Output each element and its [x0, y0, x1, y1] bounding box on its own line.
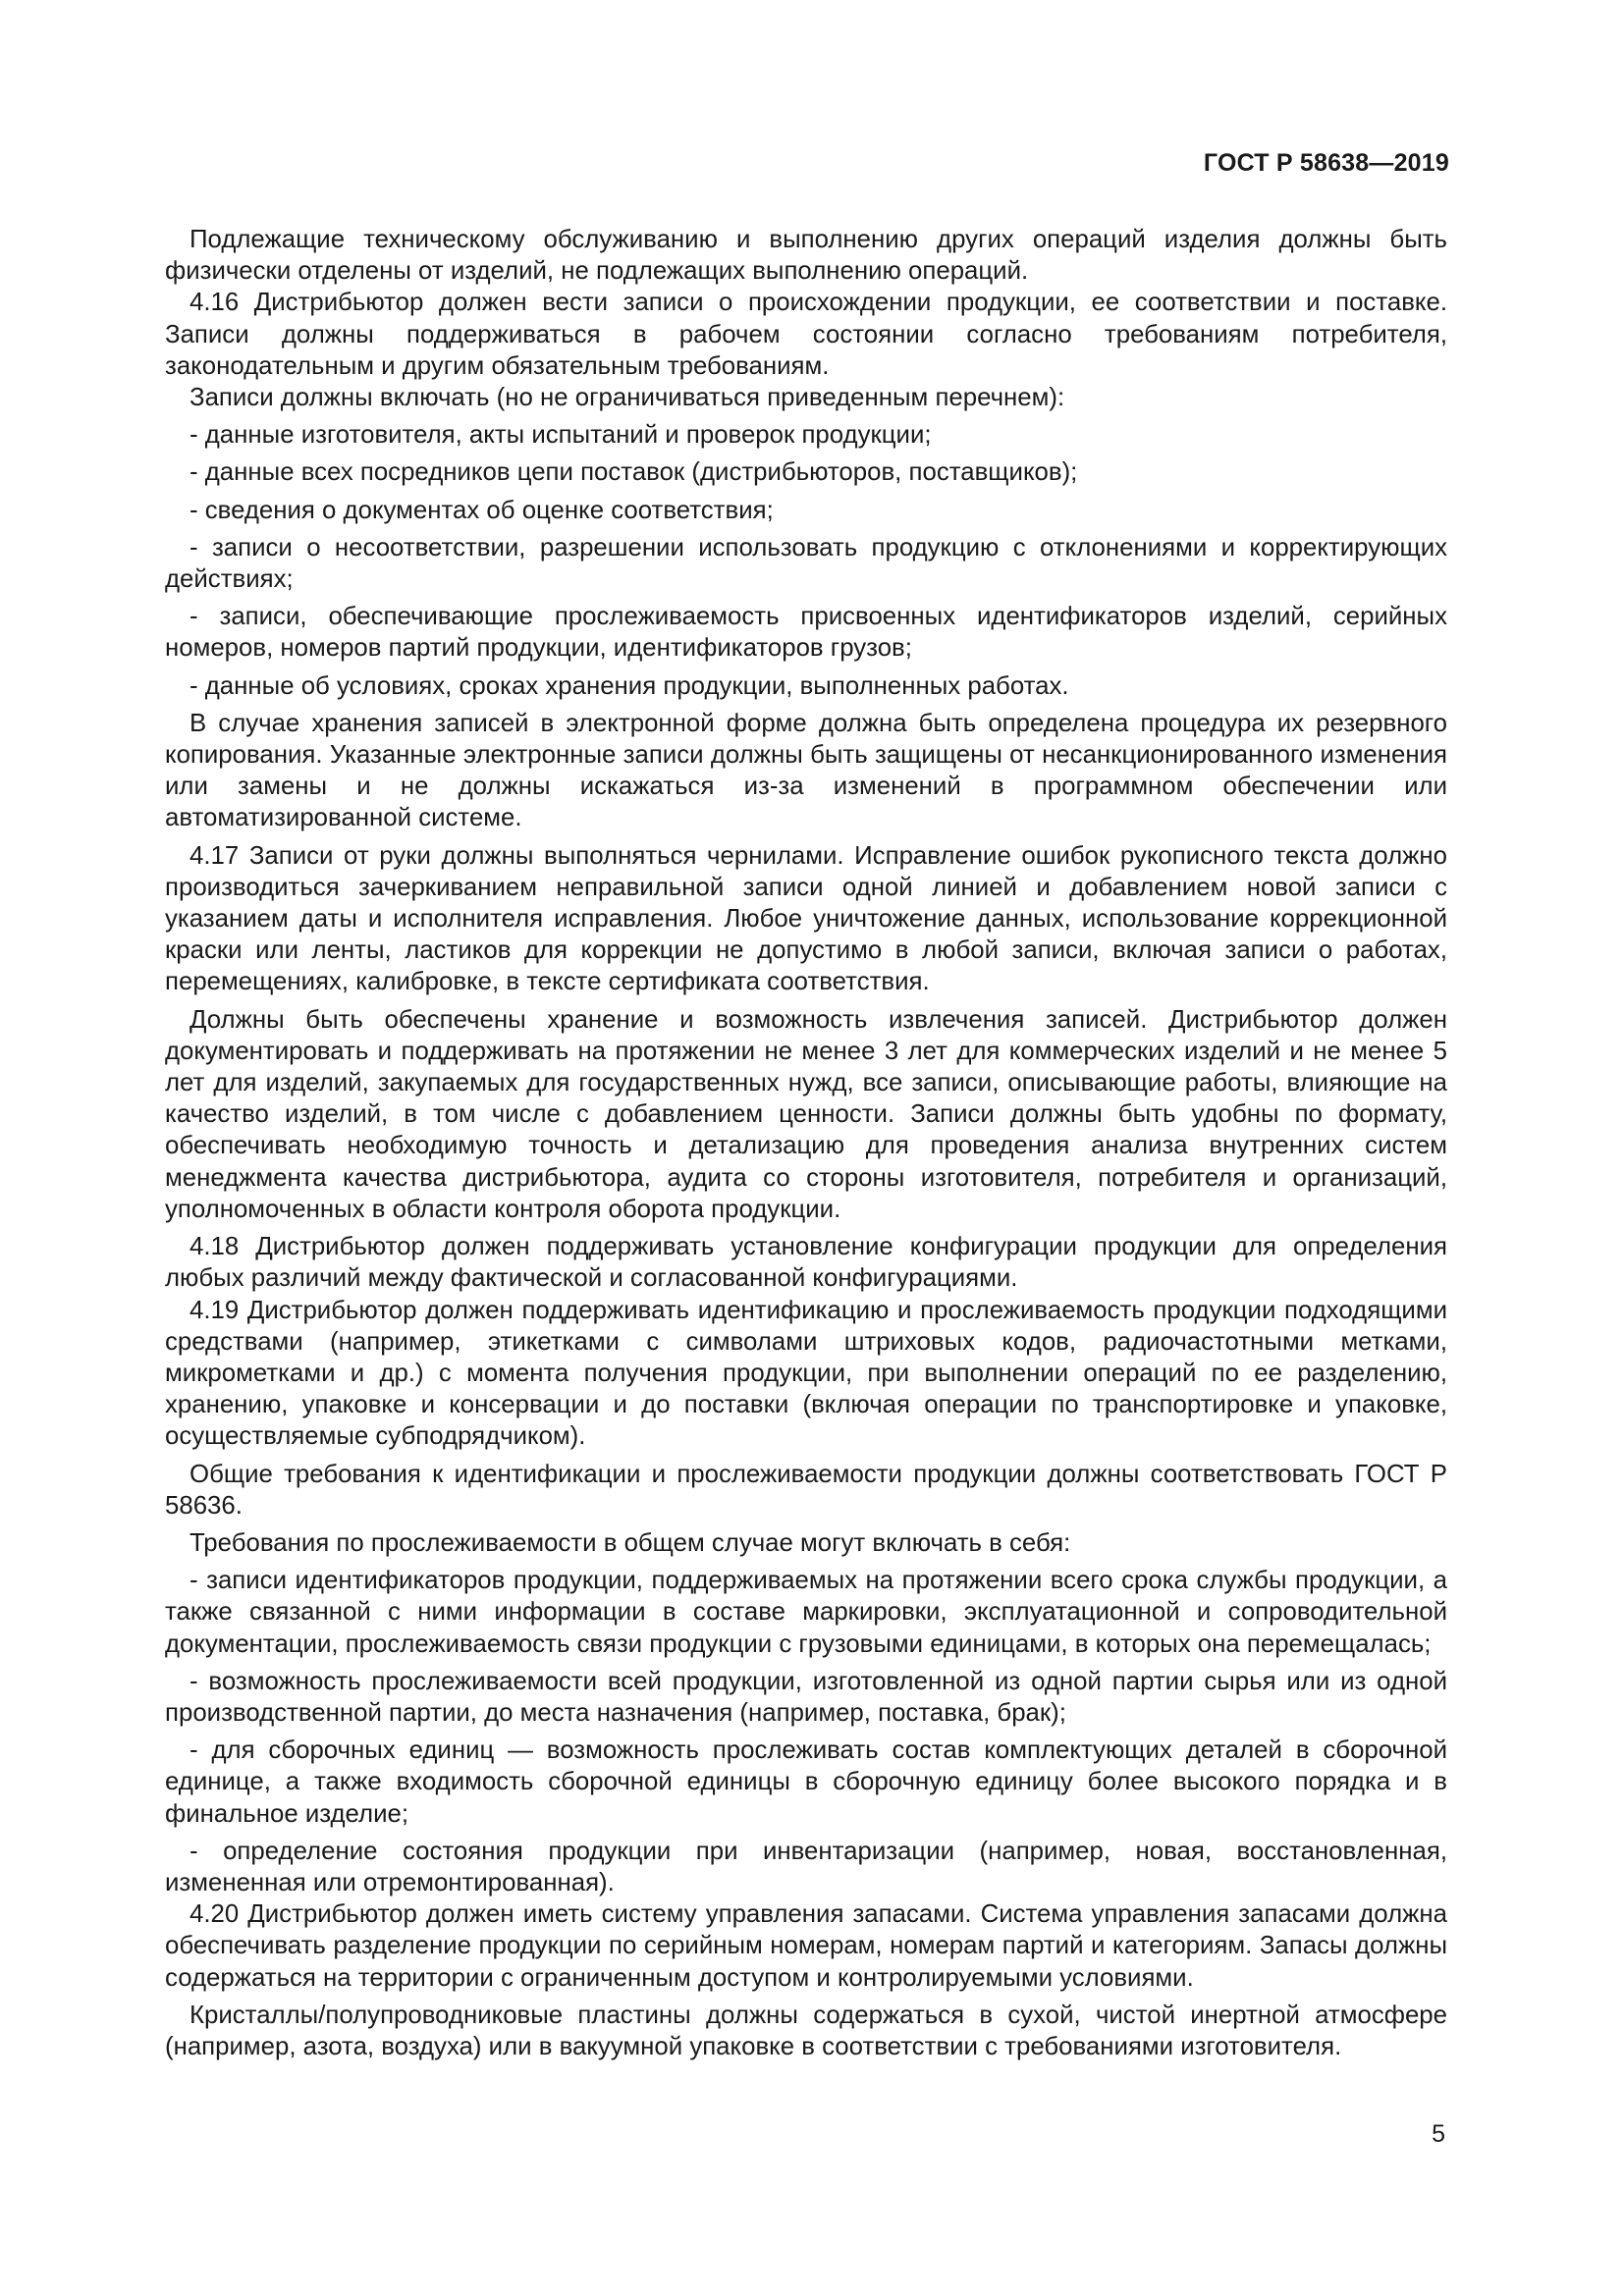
paragraph: Требования по прослеживаемости в общем случае могут включать в себя: [189, 1528, 1071, 1557]
paragraph: Подлежащие техническому обслуживанию и выполнению других операций изделия должны быть физически отделены от изделий, не подлежащих выполнению операций. [165, 226, 1447, 286]
list-item: - определение состояния продукции при инвентаризации (например, новая, восстановленная, измененная или отремонтированная). [165, 1837, 1447, 1896]
list-item: - для сборочных единиц — возможность прослеживать состав комплектующих деталей в сборочной единице, а также входимость сборочной единицы в сборочную единицу более высокого порядка и в финальное изделие; [165, 1736, 1447, 1828]
list-item: - данные всех посредников цепи поставок (дистрибьюторов, поставщиков); [189, 458, 1078, 487]
document-header: ГОСТ Р 58638—2019 [1203, 149, 1449, 177]
list-item: - данные изготовителя, акты испытаний и проверок продукции; [189, 421, 932, 450]
paragraph: В случае хранения записей в электронной форме должна быть определена процедура их резервного копирования. Указанные электронные записи должны быть защищены от несанкционированного изменения или замены и не должны искажаться из-за изменений в программном обеспечении или автоматизированной системе. [165, 709, 1447, 832]
paragraph: 4.19 Дистрибьютор должен поддерживать идентификацию и прослеживаемость продукции подходящими средствами (например, этикетками с символами штриховых кодов, радиочастотными метками, микрометками и др.) с момента получения продукции, при выполнении операций по ее разделению, хранению, упаковке и консервации и до поставки (включая операции по транспортировке и упаковке, осуществляемые субподрядчиком). [165, 1296, 1447, 1451]
paragraph: Записи должны включать (но не ограничиваться приведенным перечнем): [189, 384, 1065, 412]
paragraph: 4.18 Дистрибьютор должен поддерживать установление конфигурации продукции для определения любых различий между фактической и согласованной конфигурациями. [165, 1233, 1447, 1293]
list-item: - записи о несоответствии, разрешении использовать продукцию с отклонениями и корректирующих действиях; [165, 533, 1447, 594]
page-number: 5 [1432, 2120, 1445, 2148]
list-item: - записи идентификаторов продукции, поддерживаемых на протяжении всего срока службы продукции, а также связанной с ними информации в составе маркировки, эксплуатационной и сопроводительной документации, прослеживаемость связи продукции с грузовыми единицами, в которых она перемещалась; [165, 1567, 1447, 1658]
list-item: - записи, обеспечивающие прослеживаемость присвоенных идентификаторов изделий, серийных номеров, номеров партий продукции, идентификаторов грузов; [165, 603, 1447, 663]
paragraph: 4.17 Записи от руки должны выполняться чернилами. Исправление ошибок рукописного текста должно производиться зачеркиванием неправильной записи одной линией и добавлением новой записи с указанием даты и исполнителя исправления. Любое уничтожение данных, использование коррекционной краски или ленты, ластиков для коррекции не допустимо в любой записи, включая записи о работах, перемещениях, калибровке, в тексте сертификата соответствия. [165, 841, 1447, 996]
paragraph: 4.16 Дистрибьютор должен вести записи о происхождении продукции, ее соответствии и поставке. Записи должны поддерживаться в рабочем состоянии согласно требованиям потребителя, законодательным и другим обязательным требованиям. [165, 289, 1447, 380]
paragraph: Кристаллы/полупроводниковые пластины должны содержаться в сухой, чистой инертной атмосфере (например, азота, воздуха) или в вакуумной упаковке в соответствии с требованиями изготовителя. [165, 2001, 1447, 2060]
list-item: - сведения о документах об оценке соответствия; [189, 496, 774, 524]
document-body [165, 224, 1447, 2062]
list-item: - возможность прослеживаемости всей продукции, изготовленной из одной партии сырья или из одной производственной партии, до места назначения (например, поставка, брак); [165, 1667, 1447, 1727]
paragraph: Общие требования к идентификации и прослеживаемости продукции должны соответствовать ГОСТ Р 58636. [165, 1460, 1447, 1520]
paragraph: Должны быть обеспечены хранение и возможность извлечения записей. Дистрибьютор должен документировать и поддерживать на протяжении не менее 3 лет для коммерческих изделий и не менее 5 лет для изделий, закупаемых для государственных нужд, все записи, описывающие работы, влияющие на качество изделий, в том числе с добавлением ценности. Записи должны быть удобны по формату, обеспечивать необходимую точность и детализацию для проведения анализа внутренних систем менеджмента качества дистрибьютора, аудита со стороны изготовителя, потребителя и организаций, уполномоченных в области контроля оборота продукции. [165, 1005, 1447, 1223]
paragraph: 4.20 Дистрибьютор должен иметь систему управления запасами. Система управления запасами должна обеспечивать разделение продукции по серийным номерам, номерам партий и категориям. Запасы должны содержаться на территории с ограниченным доступом и контролируемыми условиями. [165, 1900, 1447, 1992]
list-item: - данные об условиях, сроках хранения продукции, выполненных работах. [189, 671, 1069, 700]
